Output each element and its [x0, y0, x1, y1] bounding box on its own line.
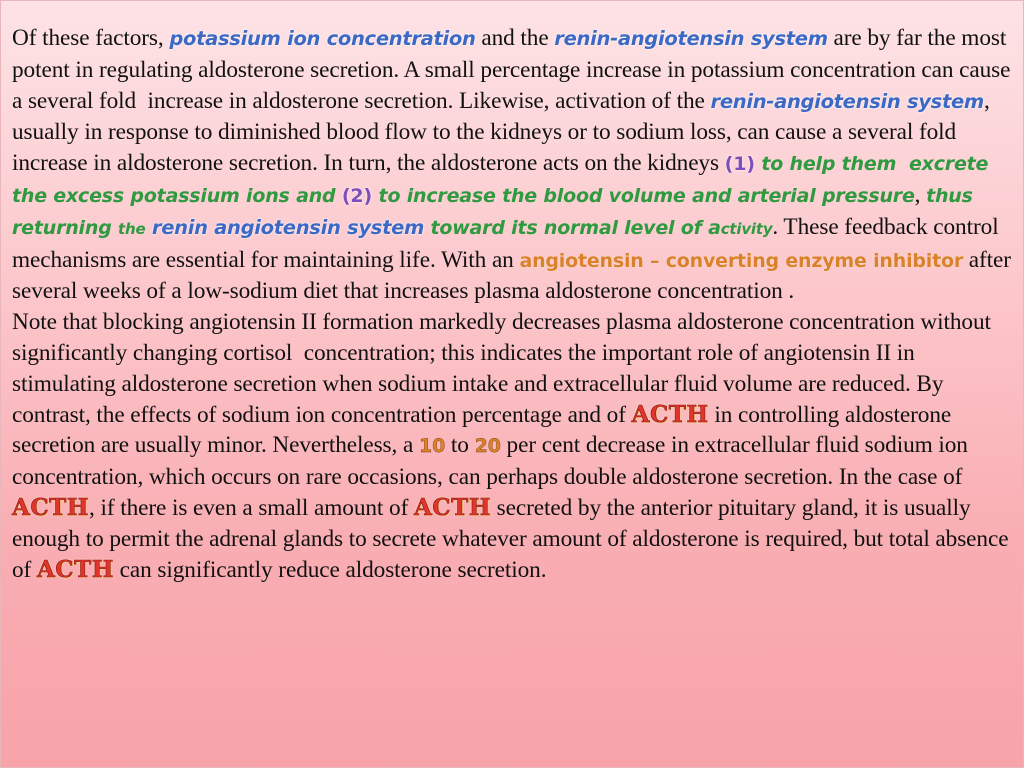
highlight-activity: ctivity: [720, 219, 773, 238]
p1-text: after several weeks of a low-sodium diet that increases plasma aldosterone concentration .: [12, 246, 1011, 305]
p1-text: and the: [475, 25, 555, 51]
highlight-ace-inhibitor: angiotensin – converting enzyme inhibitor: [519, 249, 964, 272]
list-marker-2: (2): [341, 184, 373, 207]
highlight-the: the: [118, 219, 146, 238]
p1-text: , usually in response to diminished blood flow to the kidneys or to sodium loss, can cause a several fold increase in aldosterone secretion. In turn, the aldosterone acts on the kidneys: [12, 87, 990, 177]
p2-text: in controlling aldosterone secretion are usually minor. Nevertheless, a: [12, 401, 952, 459]
highlight-acth: ACTH: [36, 555, 114, 583]
p2-text: , if there is even a small amount of: [89, 494, 414, 521]
highlight-renin-angiotensin-system: renin-angiotensin system: [554, 27, 828, 50]
highlight-potassium-ion-concentration: potassium ion concentration: [169, 27, 476, 50]
highlight-acth: ACTH: [413, 493, 491, 521]
paragraph-1: [12, 23, 1016, 307]
highlight-acth: ACTH: [631, 400, 709, 428]
highlight-number-20: 20: [474, 435, 501, 458]
highlight-excrete-potassium: to help them excrete the excess potassium ions and: [12, 153, 989, 207]
p2-text: can significantly reduce aldosterone secretion.: [113, 556, 547, 583]
slide-body-text: [12, 23, 1016, 585]
p1-text: ,: [914, 181, 927, 208]
highlight-acth: ACTH: [12, 493, 89, 521]
p2-text: secreted by the anterior pituitary gland, it is usually enough to permit the adrenal glands to secrete whatever amount of aldosterone is required, but total absence of: [12, 494, 1009, 583]
paragraph-2: [12, 307, 1016, 585]
highlight-normal-level: toward its normal level of a: [424, 216, 721, 239]
p2-text: Note that blocking angiotensin II formation markedly decreases plasma aldosterone concentration without significantly changing cortisol concentration; this indicates the important role of angiotensin II in stimulating aldosterone secretion when sodium intake and extracellular fluid volume are reduced. By contrast, the effects of sodium ion concentration percentage and of: [12, 309, 991, 428]
highlight-thus-returning: thus returning: [12, 184, 973, 239]
p2-text: per cent decrease in extracellular fluid sodium ion concentration, which occurs on rare occasions, can perhaps double aldosterone secretion. In the case of: [12, 432, 968, 491]
list-marker-1: (1): [724, 153, 755, 176]
highlight-renin-angiotensin-system: renin-angiotensin system: [710, 89, 984, 113]
highlight-renin-angiotensin-system: renin angiotensin system: [151, 215, 425, 239]
p2-text: to: [445, 432, 475, 459]
p1-text: are by far the most potent in regulating aldosterone secretion. A small percentage increase in potassium concentration can cause a several fold increase in aldosterone secretion. Likewise, activation of the: [12, 25, 1011, 114]
p1-text: . These feedback control mechanisms are essential for maintaining life. With an: [12, 213, 999, 273]
highlight-increase-blood-volume: to increase the blood volume and arterial pressure: [372, 184, 915, 207]
p1-text: Of these factors,: [12, 25, 170, 51]
highlight-number-10: 10: [418, 435, 446, 458]
